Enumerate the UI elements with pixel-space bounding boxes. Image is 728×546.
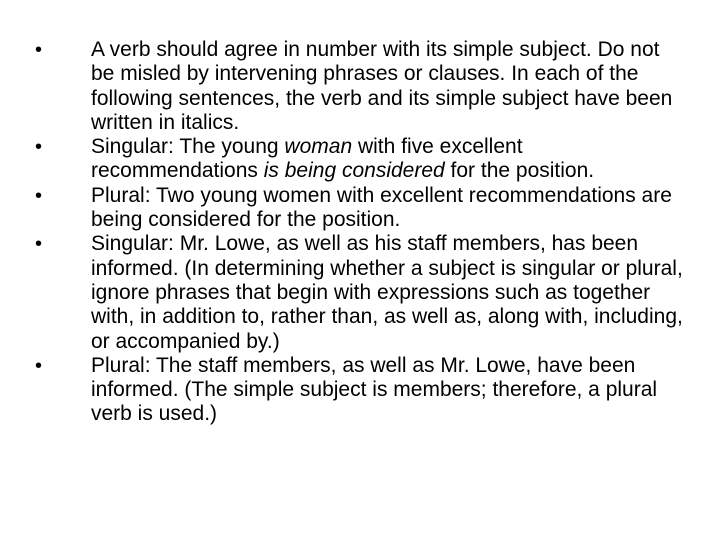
bullet-item (35, 135, 685, 184)
bullet-text: Plural: The staff members, as well as Mr. Lowe, have been informed. (The simple subject is members; therefore, a plural verb is used.) (91, 353, 658, 426)
bullet-icon: • (35, 136, 43, 159)
bullet-icon: • (35, 39, 43, 61)
bullet-item (35, 232, 685, 353)
bullet-item (35, 184, 685, 233)
bullet-list (35, 38, 685, 427)
italic-subject: woman (284, 135, 353, 159)
bullet-text-middle: with five excellent recommendations (91, 135, 523, 183)
bullet-item (35, 38, 685, 135)
bullet-icon: • (35, 233, 43, 256)
bullet-text-tail: for the position. (444, 159, 595, 183)
bullet-text: A verb should agree in number with its simple subject. Do not be misled by intervening phrases or clauses. In each of the following sentences, the verb and its simple subject have been written in italics. (91, 38, 673, 134)
bullet-icon: • (35, 354, 43, 377)
bullet-text: Singular: Mr. Lowe, as well as his staff members, has been informed. (In determining whether a subject is singular or plural, ignore phrases that begin with expressions such as together with, in addition to, rather than, as well as, along with, including, or accompanied by.) (91, 232, 683, 353)
bullet-text-lead: Singular: The young (91, 135, 285, 159)
italic-verb: is being considered (263, 159, 445, 183)
bullet-icon: • (35, 184, 43, 207)
bullet-item (35, 354, 685, 427)
bullet-text: Plural: Two young women with excellent recommendations are being considered for the position. (91, 183, 672, 232)
